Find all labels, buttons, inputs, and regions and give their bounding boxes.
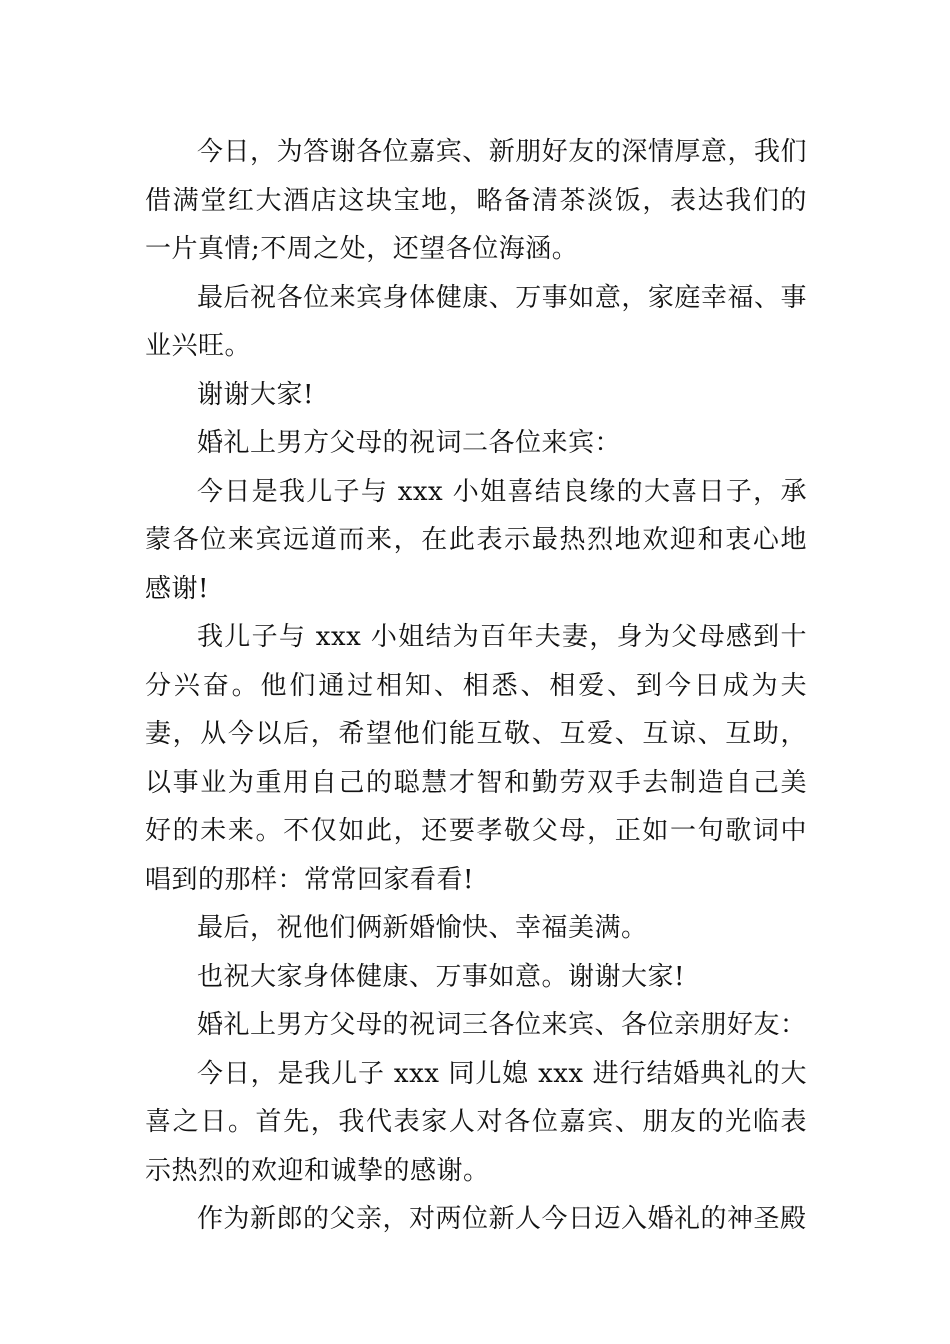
paragraph-speech-two-heading: 婚礼上男方父母的祝词二各位来宾： — [197, 428, 622, 458]
paragraph-parents-hopes: 我儿子与 xxx 小姐结为百年夫妻，身为父母感到十分兴奋。他们通过相知、相悉、相爱、到今日成为夫妻，从今以后，希望他们能互敬、互爱、互谅、互助，以事业为重用自己的聪慧才智和勤劳双手去制造自己美好的未来。不仅如此，还要孝敬父母，正如一句歌词中唱到的那样：常常回家看看! — [145, 622, 807, 895]
paragraph-wedding-day: 今日是我儿子与 xxx 小姐喜结良缘的大喜日子，承蒙各位来宾远道而来，在此表示最热烈地欢迎和衷心地感谢! — [145, 476, 807, 604]
body-text — [145, 128, 807, 1244]
paragraph-thanks-hospitality: 今日，为答谢各位嘉宾、新朋好友的深情厚意，我们借满堂红大酒店这块宝地，略备清茶淡饭，表达我们的一片真情;不周之处，还望各位海涵。 — [145, 137, 807, 264]
paragraph-thank-you: 谢谢大家! — [197, 379, 314, 410]
paragraph-final-wishes: 最后祝各位来宾身体健康、万事如意，家庭幸福、事业兴旺。 — [145, 282, 807, 361]
paragraph-blessing-couple: 最后，祝他们俩新婚愉快、幸福美满。 — [197, 913, 648, 943]
paragraph-blessing-guests: 也祝大家身体健康、万事如意。谢谢大家! — [197, 961, 685, 992]
paragraph-ceremony-welcome: 今日，是我儿子 xxx 同儿媳 xxx 进行结婚典礼的大喜之日。首先，我代表家人对各位嘉宾、朋友的光临表示热烈的欢迎和诚挚的感谢。 — [145, 1058, 807, 1186]
paragraph-speech-three-heading: 婚礼上男方父母的祝词三各位来宾、各位亲朋好友： — [197, 1010, 807, 1040]
paragraph-groom-father: 作为新郎的父亲，对两位新人今日迈入婚礼的神圣殿 — [197, 1204, 807, 1234]
